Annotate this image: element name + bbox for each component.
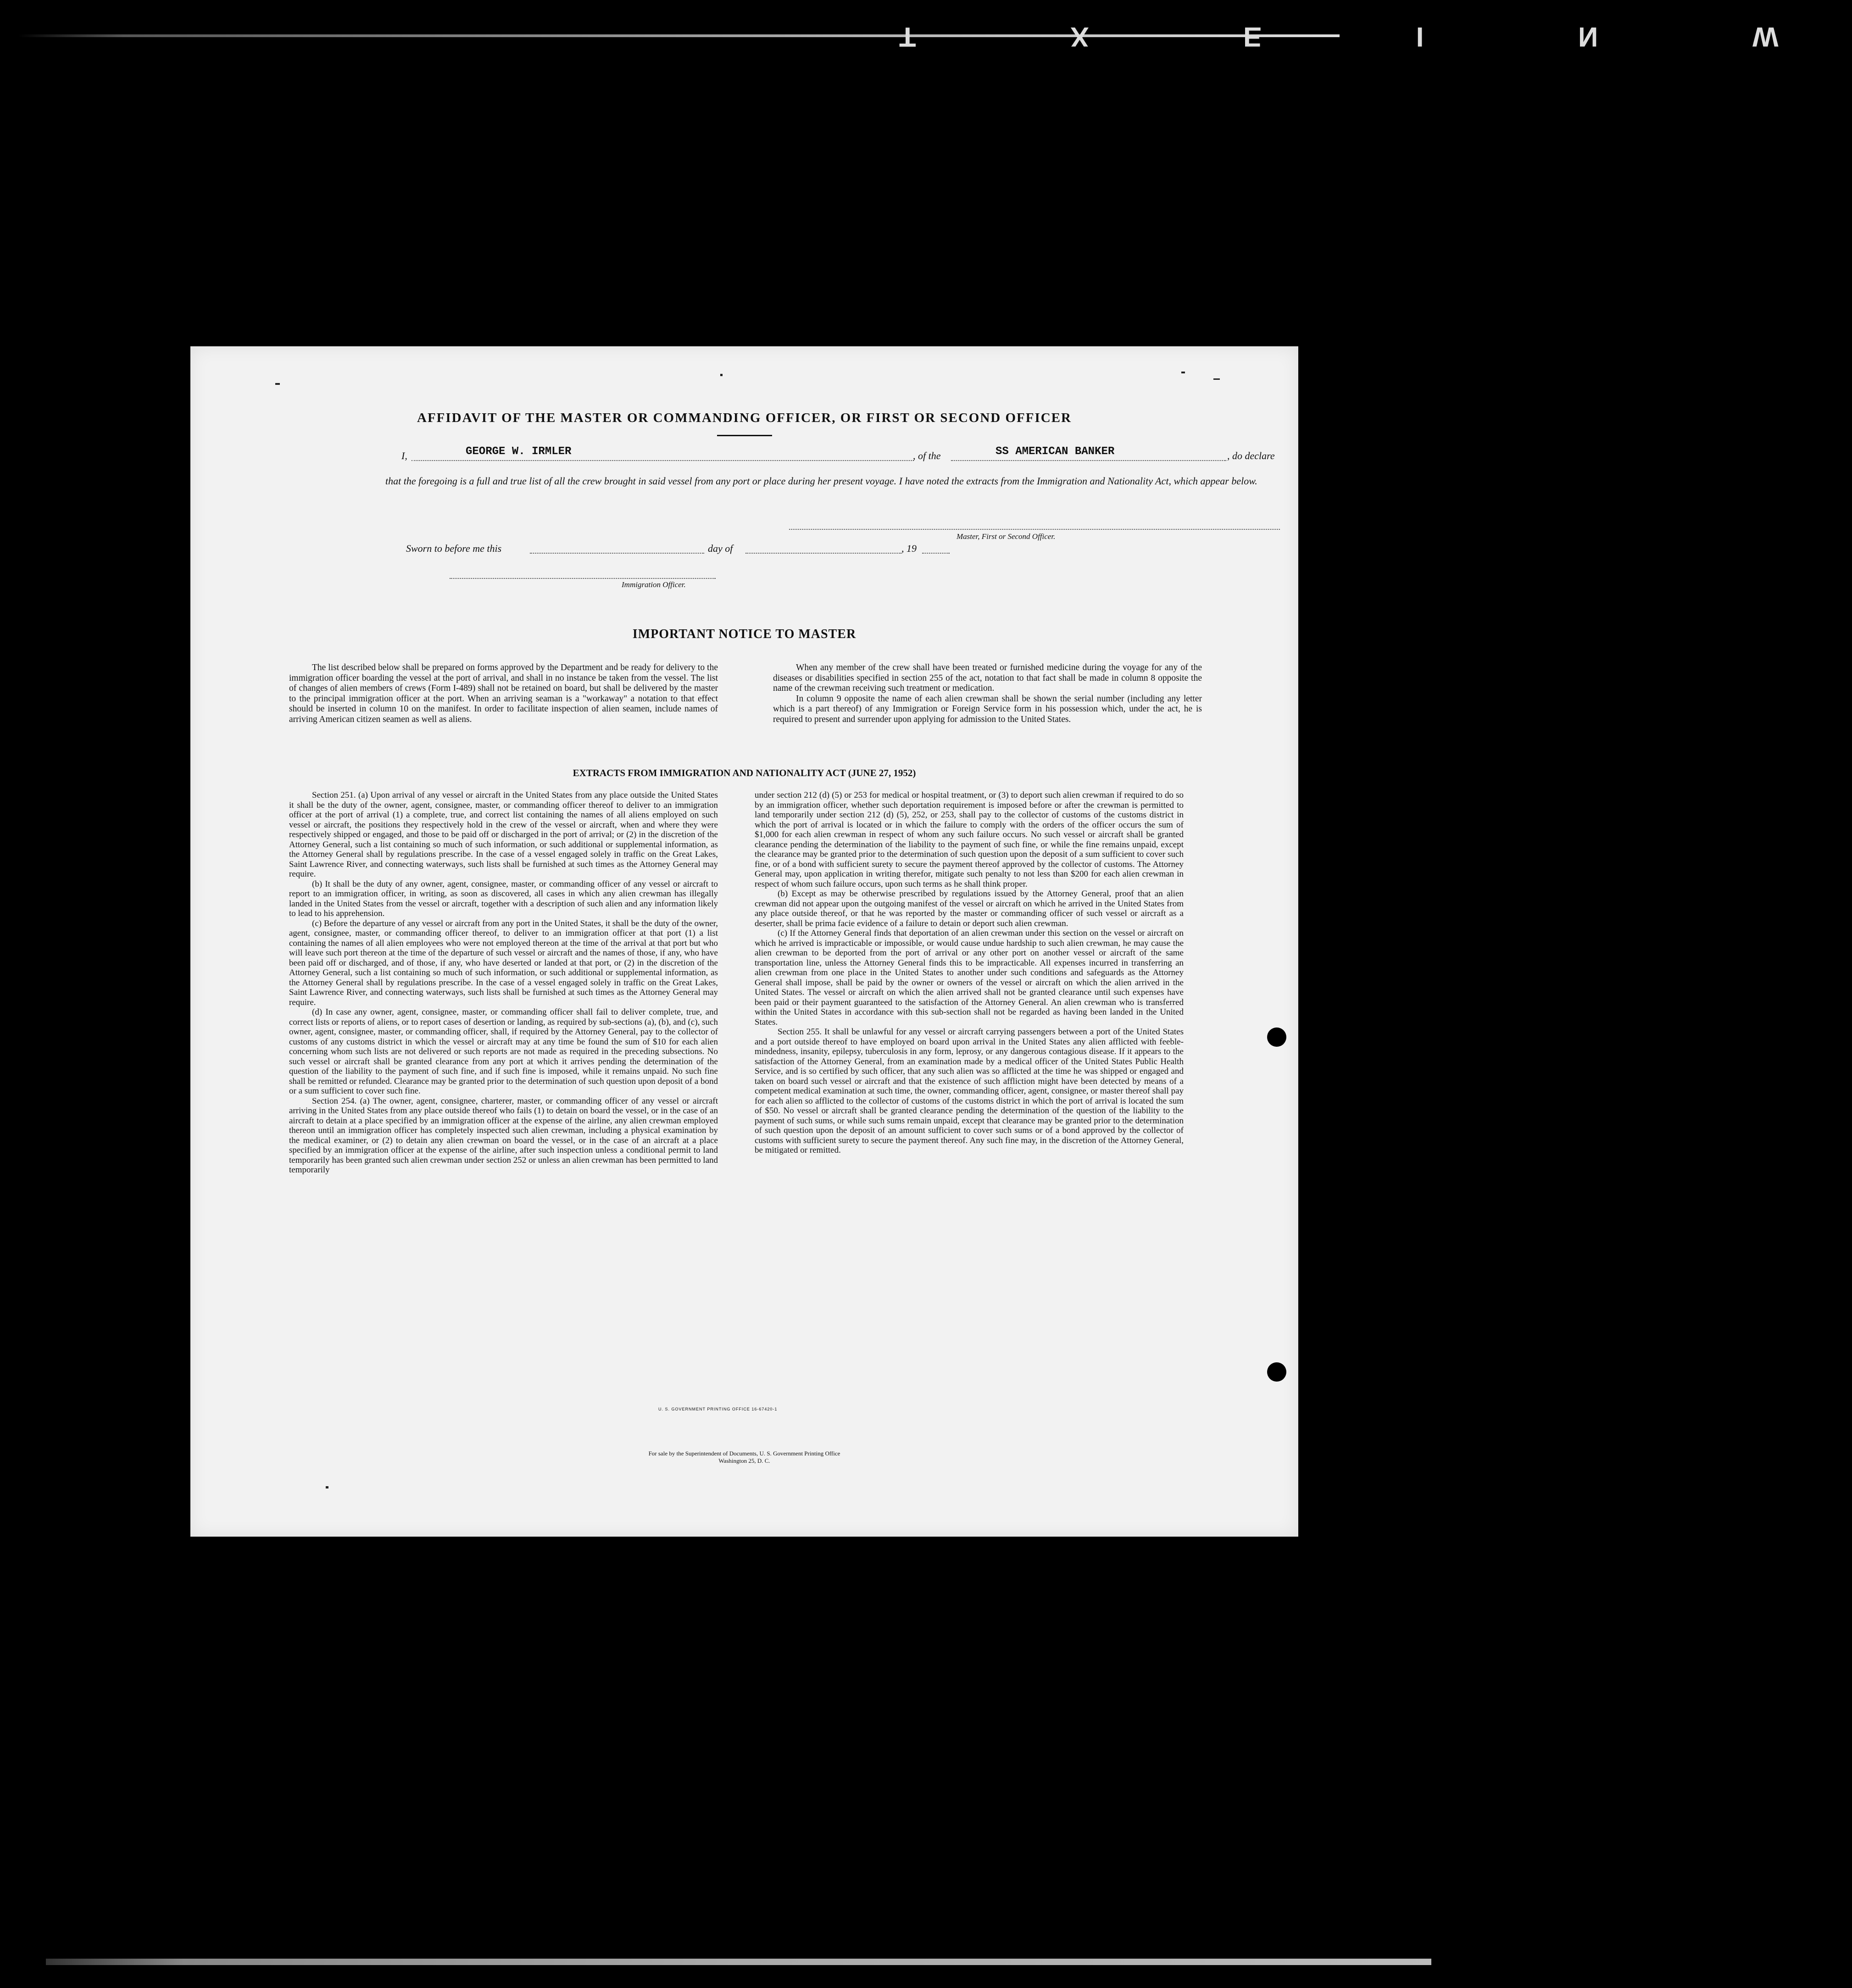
film-edge-top bbox=[0, 22, 1852, 52]
page-speck bbox=[720, 374, 723, 376]
act-section: Section 254. (a) The owner, agent, consignee, charterer, master, or commanding officer of any vessel or aircraft arriving in the United States from any place outside thereof who fails (1) to detain on board the vessel, or in the case of an aircraft to detain at a place specified by an immigration officer at the expense of the airline, any alien crewman employed thereon until an immigration officer has completely inspected such alien crewman, including a physical examination by the medical examiner, or (2) to detain any alien crewman on board the vessel, or in the case of an aircraft at a place specified by an immigration officer at the expense of the airline, after such inspection unless a conditional permit to land temporarily has been granted such alien crewman under section 252 or unless an alien crewman has been permitted to land temporarily bbox=[289, 1096, 718, 1175]
page-speck bbox=[1181, 372, 1185, 373]
notice-right-column bbox=[773, 663, 1202, 725]
page-speck bbox=[1213, 378, 1220, 380]
sworn-year-blank bbox=[922, 553, 950, 554]
notice-paragraph: In column 9 opposite the name of each alien crewman shall be shown the serial number (including any letter which is a part thereof) of any Immigration or Foreign Service form in his possession which, under the act, he is required to present and surrender upon applying for admission to the United States. bbox=[773, 694, 1202, 724]
sworn-line bbox=[406, 543, 1094, 556]
act-section: (c) Before the departure of any vessel or aircraft from any port in the United States, it shall be the duty of the owner, agent, consignee, master, or commanding officer thereof, to deliver to an immigration officer at that port (1) a list containing the names of all alien employees who were not employed thereon at the time of the arrival at that port but who will leave such port thereon at the time of the departure of such vessel or aircraft and the names of those, if any, who have been paid off or discharged, and of those, if any, who have deserted or landed at that port, or (2) in the discretion of the Attorney General, such a list containing so much of such information, or such additional or supplemental information, as the Attorney General shall by regulations prescribe. In the case of a vessel engaged solely in traffic on the Great Lakes, Saint Lawrence River, and connecting waterways, such lists shall be furnished at such times as the Attorney General may require. bbox=[289, 918, 718, 1007]
name-blank bbox=[412, 460, 914, 461]
film-edge-marking: T X E I N W bbox=[899, 22, 1852, 52]
extracts-title: EXTRACTS FROM IMMIGRATION AND NATIONALITY ACT (JUNE 27, 1952) bbox=[573, 767, 916, 778]
affidavit-title: AFFIDAVIT OF THE MASTER OR COMMANDING OFFICER, OR FIRST OR SECOND OFFICER bbox=[417, 411, 1072, 425]
vessel-blank bbox=[951, 460, 1226, 461]
year-prefix: , 19 bbox=[901, 543, 917, 554]
declaration-line bbox=[401, 445, 1282, 468]
act-section: (b) It shall be the duty of any owner, agent, consignee, master, or commanding officer of any vessel or aircraft to report to an immigration officer, in writing, as soon as discovered, all cases in which any alien crewman has illegally landed in the United States from the vessel or aircraft, together with a description of such alien and any information likely to lead to his apprehension. bbox=[289, 879, 718, 918]
sworn-day-blank bbox=[530, 553, 704, 554]
day-of-text: day of bbox=[708, 543, 733, 554]
act-section: under section 212 (d) (5) or 253 for medical or hospital treatment, or (3) to deport such alien crewman if required to do so by an immigration officer, whether such deportation requirement is imposed before or after the crewman is permitted to land temporarily under section 212 (d) (5), 252, or 253, shall pay to the collector of customs of the customs district in which the port of arrival is located or in which the failure to comply with the orders of the officer occurs the sum of $1,000 for each alien crewman in respect of whom any such failure occurs. No such vessel or aircraft shall be granted clearance pending the determination of the liability to the payment of such fine, or while the fine remains unpaid, except the clearance may be granted prior to the determination of such question upon the deposit of a sum sufficient to cover such fine, or of a bond with sufficient surety to secure the payment thereof approved by the collector of customs. The Attorney General may, upon application in writing therefor, mitigate such penalty to not less than $200 for each alien crewman in respect of whom such failure occurs, upon such terms as he shall think proper. bbox=[755, 790, 1184, 889]
notice-paragraph: When any member of the crew shall have been treated or furnished medicine during the voyage for any of the diseases or disabilities specified in section 255 of the act, notation to that fact shall be made in column 8 opposite the name of the crewman receiving such treatment or medication. bbox=[773, 663, 1202, 693]
of-the-text: , of the bbox=[913, 450, 941, 461]
act-section: (d) In case any owner, agent, consignee, master, or commanding officer shall fail to deliver complete, true, and correct lists or reports of aliens, or to report cases of desertion or landing, as required by sub-sections (a), (b), and (c), such owner, agent, consignee, master, or commanding officer, shall, if required by the Attorney General, pay to the collector of customs of any customs district in which the vessel or aircraft may at any time be found the sum of $10 for each alien concerning whom such lists are not delivered or such reports are not made as required in the preceding subsections. No such vessel or aircraft shall be granted clearance from any port at which it arrives pending the determination of the question of the liability to the payment of such fine, and if such fine is imposed, while it remains unpaid. No such fine shall be remitted or refunded. Clearance may be granted prior to the determination of such question upon deposit of a bond or a sum sufficient to cover such fine. bbox=[289, 1007, 718, 1096]
page-speck bbox=[275, 383, 280, 385]
declaration-text: that the foregoing is a full and true list of all the crew brought in said vessel from any port or place during her present voyage. I have noted the extracts from the Immigration and Nationality Act, which appear below. bbox=[385, 475, 1257, 487]
officer-signature-line bbox=[450, 578, 716, 579]
punch-hole-lower bbox=[1267, 1362, 1286, 1382]
notice-paragraph: The list described below shall be prepared on forms approved by the Department and be ready for delivery to the immigration officer boarding the vessel at the port of arrival, and shall in no instance be taken from the vessel. The list of changes of alien members of crews (Form I-489) shall not be retained on board, but shall be delivered by the master to the principal immigration officer at the port. When an arriving seaman is a "workaway" a notation to that effect should be inserted in column 10 on the manifest. In order to facilitate inspection of alien seamen, include names of arriving American citizen seamen as well as aliens. bbox=[289, 663, 718, 724]
master-signature-label: Master, First or Second Officer. bbox=[957, 532, 1056, 541]
act-section: (b) Except as may be otherwise prescribed by regulations issued by the Attorney General, proof that an alien crewman did not appear upon the outgoing manifest of the vessel or aircraft on which he arrived in the United States from any place outside thereof, or that he was reported by the master or commanding officer of such vessel or aircraft as a deserter, shall be prima facie evidence of a failure to detain or deport such alien crewman. bbox=[755, 889, 1184, 928]
notice-title: IMPORTANT NOTICE TO MASTER bbox=[632, 627, 856, 641]
sale-note bbox=[190, 1450, 1298, 1465]
declarant-prefix: I, bbox=[401, 450, 407, 461]
do-declare-text: , do declare bbox=[1227, 450, 1275, 461]
affidavit-form-page bbox=[190, 346, 1298, 1537]
sworn-month-blank bbox=[745, 553, 901, 554]
title-rule bbox=[717, 435, 772, 436]
film-edge-bottom bbox=[46, 1959, 1431, 1965]
officer-signature-label: Immigration Officer. bbox=[622, 580, 686, 589]
vessel-name: SS AMERICAN BANKER bbox=[996, 445, 1115, 458]
notice-left-column bbox=[289, 663, 718, 725]
sale-note-line: For sale by the Superintendent of Documents, U. S. Government Printing Office bbox=[648, 1450, 840, 1457]
punch-hole-upper bbox=[1267, 1027, 1286, 1047]
page-speck bbox=[326, 1486, 328, 1488]
act-section: Section 251. (a) Upon arrival of any vessel or aircraft in the United States from any place outside the United States it shall be the duty of the owner, agent, consignee, master, or commanding officer thereof to deliver to an immigration officer at the port of arrival (1) a complete, true, and correct list containing the names of all aliens employed on such vessel or aircraft, the positions they respectively hold in the crew of the vessel or aircraft, when and where they were respectively shipped or engaged, and those to be paid off or discharged in the port of arrival; or (2) in the discretion of the Attorney General, such a list containing so much of such information, or such additional or supplemental information, as the Attorney General shall by regulations prescribe. In the case of a vessel engaged solely in traffic on the Great Lakes, Saint Lawrence River, and connecting waterways, such lists shall be furnished at such times as the Attorney General may require. bbox=[289, 790, 718, 879]
master-name: GEORGE W. IRMLER bbox=[466, 445, 572, 458]
sworn-text: Sworn to before me this bbox=[406, 543, 502, 554]
master-signature-line bbox=[789, 529, 1280, 530]
extracts-left-column bbox=[289, 790, 718, 1175]
gpo-print-code: U. S. GOVERNMENT PRINTING OFFICE 16-67420-1 bbox=[658, 1407, 778, 1411]
extracts-right-column bbox=[755, 790, 1184, 1155]
act-section: Section 255. It shall be unlawful for any vessel or aircraft carrying passengers between a port of the United States and a port outside thereof to have employed on board upon arrival in the United States any alien afflicted with feeble-mindedness, insanity, epilepsy, tuberculosis in any form, leprosy, or any dangerous contagious disease. If it appears to the satisfaction of the Attorney General, from an examination made by a medical officer of the United States Public Health Service, and is so certified by such officer, that any such alien was so afflicted at the time he was shipped or engaged and taken on board such vessel or aircraft and that the existence of such affliction might have been detected by means of a competent medical examination at such time, the owner, commanding officer, agent, consignee, or master thereof shall pay for each alien so afflicted to the collector of customs of the customs district in which the port of arrival is located the sum of $50. No vessel or aircraft shall be granted clearance pending the determination of the question of the liability to the payment of such sums, or while such sums remain unpaid, except that clearance may be granted prior to the determination of such question upon the deposit of an amount sufficient to cover such sums or of a bond approved by the collector of customs with sufficient surety to secure the payment thereof. Any such fine may, in the discretion of the Attorney General, be mitigated or remitted. bbox=[755, 1027, 1184, 1155]
sale-note-line: Washington 25, D. C. bbox=[718, 1457, 770, 1464]
act-section: (c) If the Attorney General finds that deportation of an alien crewman under this section on the vessel or aircraft on which he arrived is impracticable or impossible, or would cause undue hardship to such alien crewman, he may cause the alien crewman to be deported from the port of arrival or any other port on another vessel or aircraft of the same transportation line, unless the Attorney General finds this to be impracticable. All expenses incurred in transferring an alien crewman from one place in the United States to another under such conditions and safeguards as the Attorney General shall impose, shall be paid by the owner or owners of the vessel or aircraft on which the alien arrived in the United States. The vessel or aircraft on which the alien arrived shall not be granted clearance until such expenses have been paid or their payment guaranteed to the satisfaction of the Attorney General. An alien crewman who is transferred within the United States in accordance with this sub-section shall not be regarded as having been landed in the United States. bbox=[755, 928, 1184, 1027]
